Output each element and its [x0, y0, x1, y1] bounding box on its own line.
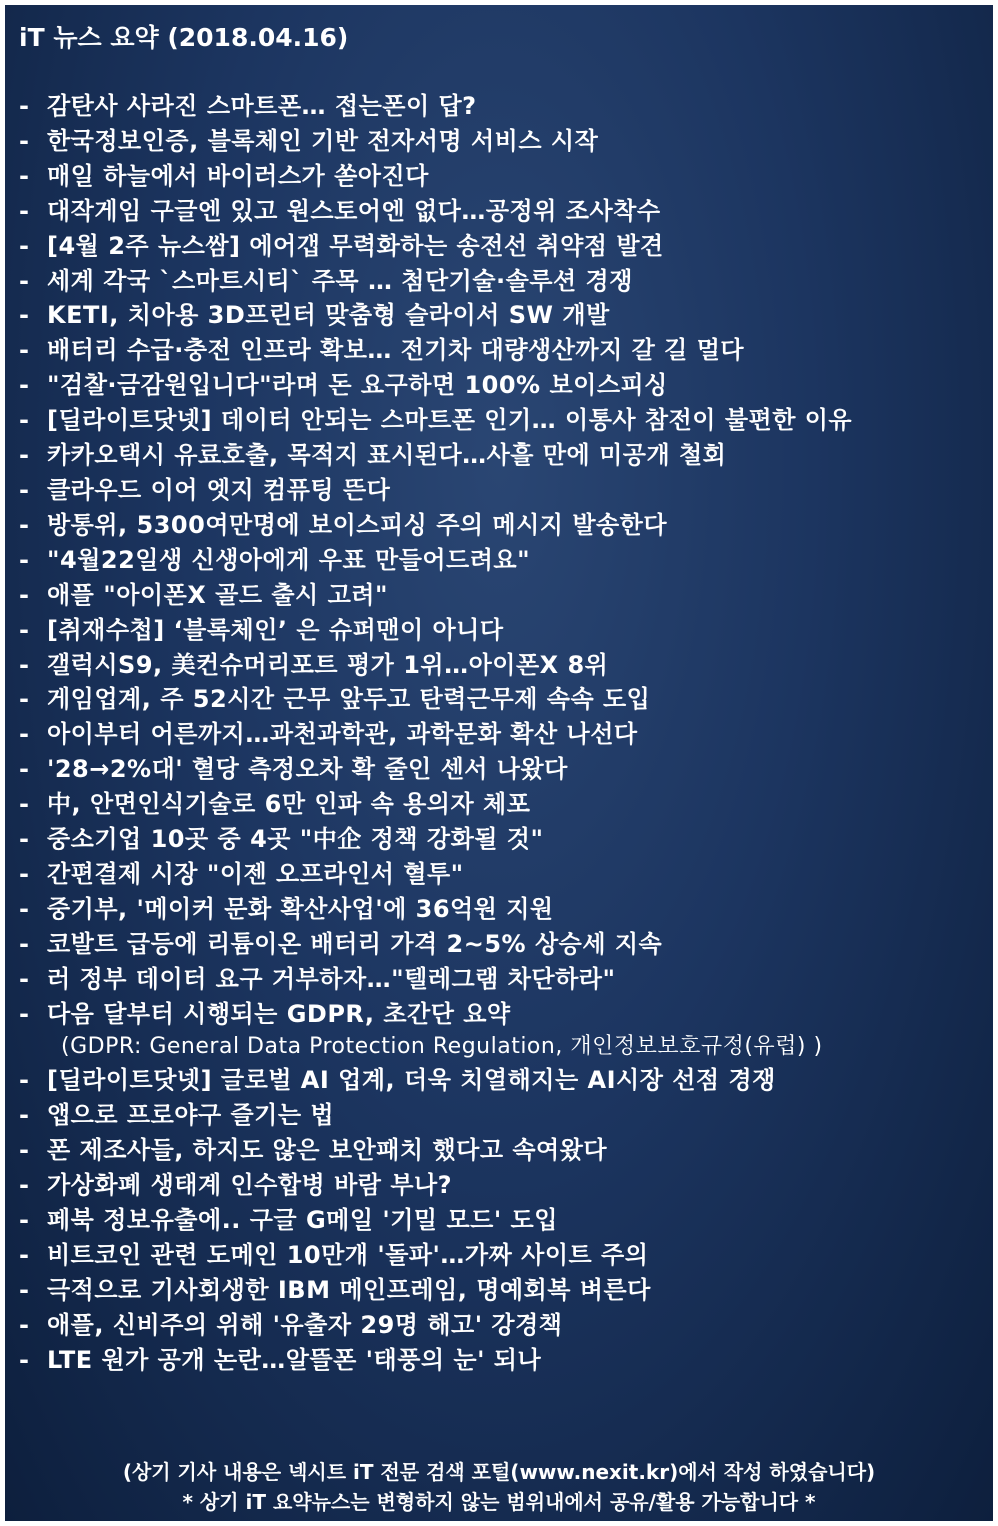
- news-headline: 다음 달부터 시행되는 GDPR, 초간단 요약: [47, 999, 511, 1028]
- bullet-dash: -: [19, 510, 30, 539]
- news-list: [19, 89, 969, 1378]
- news-headline: "검찰·금감원입니다"라며 돈 요구하면 100% 보이스피싱: [47, 371, 668, 400]
- news-headline: 한국정보인증, 블록체인 기반 전자서명 서비스 시작: [47, 126, 599, 155]
- news-item: [19, 648, 969, 683]
- news-item: [19, 438, 969, 473]
- bullet-dash: -: [19, 475, 30, 504]
- bullet-dash: -: [19, 1241, 30, 1269]
- bullet-dash: -: [19, 196, 30, 225]
- news-headline: 폰 제조사들, 하지도 않은 보안패치 했다고 속여왔다: [47, 1136, 608, 1165]
- news-item: [19, 473, 969, 508]
- bullet-dash: -: [19, 161, 30, 190]
- news-item: [19, 298, 969, 333]
- news-headline: KETI, 치아용 3D프린터 맞춤형 슬라이서 SW 개발: [47, 301, 610, 330]
- bullet-dash: -: [19, 441, 30, 470]
- news-subnote: (GDPR: General Data Protection Regulation, 개인정보보호규정(유럽) ): [61, 1034, 823, 1060]
- news-item: [19, 717, 969, 752]
- bullet-dash: -: [19, 371, 30, 400]
- news-headline: 앱으로 프로야구 즐기는 법: [47, 1101, 335, 1130]
- news-item: [19, 962, 969, 997]
- bullet-dash: -: [19, 1171, 30, 1200]
- news-item: [19, 927, 969, 962]
- news-item: [19, 1168, 969, 1203]
- news-item: [19, 194, 969, 229]
- news-item: [19, 333, 969, 368]
- bullet-dash: -: [19, 1275, 30, 1304]
- bullet-dash: -: [19, 266, 30, 295]
- bullet-dash: -: [19, 1206, 30, 1235]
- news-item: [19, 508, 969, 543]
- news-headline: [딜라이트닷넷] 글로벌 AI 업계, 더욱 치열해지는 AI시장 선점 경쟁: [47, 1066, 776, 1095]
- news-headline: 중소기업 10곳 중 4곳 "中企 정책 강화될 것": [47, 825, 544, 854]
- news-headline: 방통위, 5300여만명에 보이스피싱 주의 메시지 발송한다: [47, 510, 668, 539]
- footer: [5, 1457, 993, 1517]
- news-item: [19, 613, 969, 648]
- news-item: [19, 229, 969, 264]
- news-headline: 대작게임 구글엔 있고 원스토어엔 없다…공정위 조사착수: [47, 196, 661, 225]
- bullet-dash: -: [19, 720, 30, 749]
- bullet-dash: -: [19, 685, 30, 714]
- news-headline: 극적으로 기사회생한 IBM 메인프레임, 명예회복 벼른다: [47, 1275, 651, 1304]
- news-headline: 中, 안면인식기술로 6만 인파 속 용의자 체포: [47, 790, 531, 819]
- news-item: [19, 1133, 969, 1168]
- news-headline: 카카오택시 유료호출, 목적지 표시된다…사흘 만에 미공개 철회: [47, 441, 727, 470]
- page-title: iT 뉴스 요약 (2018.04.16): [19, 23, 349, 52]
- news-headline: 중기부, '메이커 문화 확산사업'에 36억원 지원: [47, 894, 554, 923]
- bullet-dash: -: [19, 615, 30, 644]
- bullet-dash: -: [19, 859, 30, 888]
- footer-source-note: (상기 기사 내용은 넥시트 iT 전문 검색 포털(www.nexit.kr)에서 작성 하였습니다): [122, 1460, 876, 1484]
- news-item: [19, 787, 969, 822]
- bullet-dash: -: [19, 545, 30, 574]
- bullet-dash: -: [19, 894, 30, 923]
- news-headline: 애플 "아이폰X 골드 출시 고려": [47, 580, 388, 609]
- news-item: [19, 1308, 969, 1343]
- news-summary-card: [5, 5, 993, 1521]
- news-headline: 애플, 신비주의 위해 '유출자 29명 해고' 강경책: [47, 1310, 563, 1339]
- bullet-dash: -: [19, 580, 30, 609]
- news-item: [19, 997, 969, 1064]
- bullet-dash: -: [19, 790, 30, 819]
- news-item: [19, 159, 969, 194]
- bullet-dash: -: [19, 755, 30, 784]
- bullet-dash: -: [19, 999, 30, 1028]
- news-headline: 러 정부 데이터 요구 거부하자…"텔레그램 차단하라": [47, 964, 616, 993]
- news-item: [19, 578, 969, 613]
- news-headline: 페북 정보유출에.. 구글 G메일 '기밀 모드' 도입: [47, 1206, 558, 1235]
- news-item: [19, 368, 969, 403]
- bullet-dash: -: [19, 650, 30, 679]
- news-headline: '28→2%대' 혈당 측정오차 확 줄인 센서 나왔다: [47, 755, 568, 784]
- bullet-dash: -: [19, 126, 30, 155]
- news-headline: LTE 원가 공개 논란…알뜰폰 '태풍의 눈' 되나: [47, 1345, 542, 1374]
- news-headline: 배터리 수급·충전 인프라 확보… 전기차 대량생산까지 갈 길 멀다: [47, 336, 745, 365]
- news-item: [19, 1273, 969, 1308]
- news-headline: 세계 각국 `스마트시티` 주목 … 첨단기술·솔루션 경쟁: [47, 266, 633, 295]
- news-headline: 코발트 급등에 리튬이온 배터리 가격 2~5% 상승세 지속: [47, 929, 663, 958]
- news-headline: [취재수첩] ‘블록체인’ 은 슈퍼맨이 아니다: [47, 615, 504, 644]
- bullet-dash: -: [19, 1345, 30, 1374]
- news-headline: 클라우드 이어 엣지 컴퓨팅 뜬다: [47, 475, 391, 504]
- bullet-dash: -: [19, 825, 30, 854]
- news-item: [19, 682, 969, 717]
- news-headline: 갤럭시S9, 美컨슈머리포트 평가 1위…아이폰X 8위: [47, 650, 609, 679]
- news-item: [19, 543, 969, 578]
- news-headline: "4월22일생 신생아에게 우표 만들어드려요": [47, 545, 531, 574]
- news-item: [19, 857, 969, 892]
- news-item: [19, 403, 969, 438]
- news-item: [19, 1063, 969, 1098]
- bullet-dash: -: [19, 1136, 30, 1165]
- news-headline: 게임업계, 주 52시간 근무 앞두고 탄력근무제 속속 도입: [47, 685, 651, 714]
- bullet-dash: -: [19, 1066, 30, 1095]
- news-item: [19, 752, 969, 787]
- news-headline: 간편결제 시장 "이젠 오프라인서 혈투": [47, 859, 464, 888]
- bullet-dash: -: [19, 929, 30, 958]
- news-headline: [4월 2주 뉴스쌈] 에어갭 무력화하는 송전선 취약점 발견: [47, 231, 664, 260]
- news-headline: 감탄사 사라진 스마트폰… 접는폰이 답?: [47, 92, 477, 120]
- bullet-dash: -: [19, 336, 30, 365]
- news-item: [19, 1203, 969, 1238]
- news-item: [19, 1238, 969, 1273]
- news-headline: 아이부터 어른까지…과천과학관, 과학문화 확산 나선다: [47, 720, 638, 749]
- news-item: [19, 264, 969, 299]
- bullet-dash: -: [19, 301, 30, 330]
- news-item: [19, 892, 969, 927]
- news-item: [19, 1343, 969, 1378]
- news-headline: 매일 하늘에서 바이러스가 쏟아진다: [47, 161, 429, 190]
- news-headline: 비트코인 관련 도메인 10만개 '돌파'…가짜 사이트 주의: [47, 1241, 649, 1269]
- news-item: [19, 89, 969, 124]
- bullet-dash: -: [19, 92, 30, 120]
- news-headline: 가상화폐 생태계 인수합병 바람 부나?: [47, 1171, 453, 1200]
- news-item: [19, 124, 969, 159]
- bullet-dash: -: [19, 1101, 30, 1130]
- news-headline: [딜라이트닷넷] 데이터 안되는 스마트폰 인기… 이통사 참전이 불편한 이유: [47, 406, 853, 435]
- bullet-dash: -: [19, 406, 30, 435]
- news-item: [19, 1098, 969, 1133]
- bullet-dash: -: [19, 964, 30, 993]
- footer-share-note: * 상기 iT 요약뉴스는 변형하지 않는 범위내에서 공유/활용 가능합니다 *: [182, 1490, 816, 1514]
- news-item: [19, 822, 969, 857]
- bullet-dash: -: [19, 1310, 30, 1339]
- bullet-dash: -: [19, 231, 30, 260]
